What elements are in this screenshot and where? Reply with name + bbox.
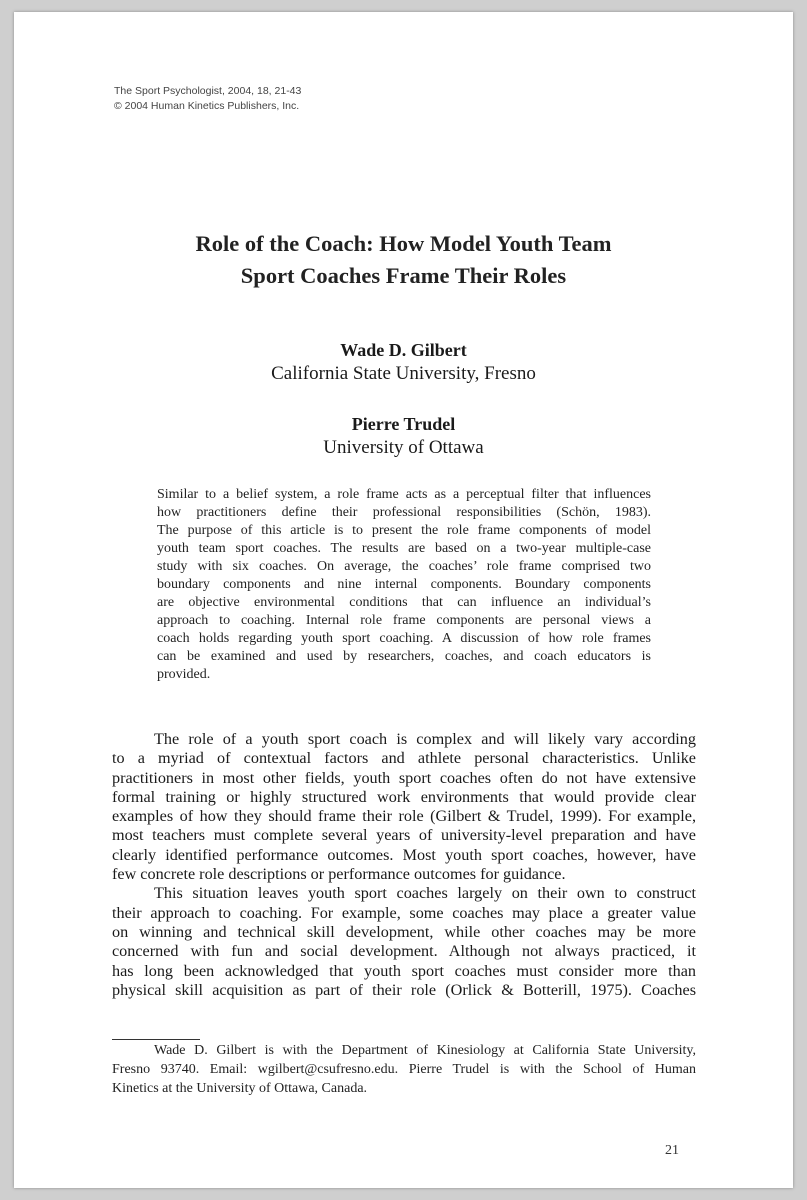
- journal-copyright: © 2004 Human Kinetics Publishers, Inc.: [114, 100, 300, 112]
- author-name: Pierre Trudel: [351, 414, 456, 434]
- abstract-line: can be examined and used by researchers, coaches, and coach educators is: [157, 649, 651, 664]
- footnote-divider: [112, 1039, 200, 1040]
- body-text: [112, 730, 696, 1000]
- body-line: most teachers must complete several years of university-level preparation and have: [112, 826, 696, 845]
- body-line: examples of how they should frame their role (Gilbert & Trudel, 1999). For example,: [112, 807, 696, 826]
- body-line: to a myriad of contextual factors and athlete personal characteristics. Unlike: [112, 749, 696, 768]
- body-line: practitioners in most other fields, youth sport coaches often do not have extensive: [112, 768, 696, 787]
- body-line: their approach to coaching. For example, some coaches may place a greater value: [112, 903, 696, 922]
- footnote-line: Wade D. Gilbert is with the Department of Kinesiology at California State University,: [154, 1043, 696, 1058]
- abstract: [157, 486, 651, 684]
- body-line: formal training or highly structured work environments that would provide clear: [112, 787, 696, 806]
- abstract-line: The purpose of this article is to present the role frame components of model: [157, 523, 651, 538]
- author-block: [14, 338, 793, 386]
- title-line: Role of the Coach: How Model Youth Team: [195, 231, 612, 256]
- body-line: few concrete role descriptions or performance outcomes for guidance.: [112, 865, 566, 884]
- body-line: This situation leaves youth sport coaches largely on their own to construct: [154, 884, 696, 903]
- abstract-line: youth team sport coaches. The results are based on a two-year multiple-case: [157, 541, 651, 556]
- body-line: concerned with fun and social development. Although not always practiced, it: [112, 942, 696, 961]
- abstract-line: are objective environmental conditions that can influence an individual’s: [157, 595, 651, 610]
- abstract-line: approach to coaching. Internal role frame components are personal views a: [157, 613, 651, 628]
- author-block: [14, 412, 793, 460]
- author-affiliation: California State University, Fresno: [271, 363, 536, 384]
- footnote-line: Fresno 93740. Email: wgilbert@csufresno.edu. Pierre Trudel is with the School of Human: [112, 1062, 696, 1077]
- footnote: [112, 1041, 696, 1098]
- abstract-line: provided.: [157, 667, 211, 682]
- abstract-line: coach holds regarding youth sport coaching. A discussion of how role frames: [157, 631, 651, 646]
- author-affiliation: University of Ottawa: [323, 437, 484, 458]
- page-number: 21: [665, 1143, 679, 1158]
- body-line: has long been acknowledged that youth sport coaches must consider more than: [112, 961, 696, 980]
- author-name: Wade D. Gilbert: [340, 340, 467, 360]
- document-page: [14, 12, 793, 1188]
- body-line: The role of a youth sport coach is complex and will likely vary according: [154, 730, 696, 748]
- abstract-line: Similar to a belief system, a role frame acts as a perceptual filter that influences: [157, 487, 651, 502]
- article-title: [14, 228, 793, 292]
- body-line: physical skill acquisition as part of their role (Orlick & Botterill, 1975). Coaches: [112, 980, 696, 999]
- title-line: Sport Coaches Frame Their Roles: [240, 263, 567, 288]
- abstract-line: how practitioners define their professional responsibilities (Schön, 1983).: [157, 505, 651, 520]
- journal-citation: The Sport Psychologist, 2004, 18, 21-43: [114, 85, 302, 97]
- body-line: on winning and technical skill development, while other coaches may be more: [112, 922, 696, 941]
- abstract-line: boundary components and nine internal components. Boundary components: [157, 577, 651, 592]
- abstract-line: study with six coaches. On average, the coaches’ role frame comprised two: [157, 559, 651, 574]
- journal-header: [114, 84, 301, 114]
- body-line: clearly identified performance outcomes. Most youth sport coaches, however, have: [112, 845, 696, 864]
- footnote-line: Kinetics at the University of Ottawa, Canada.: [112, 1081, 368, 1096]
